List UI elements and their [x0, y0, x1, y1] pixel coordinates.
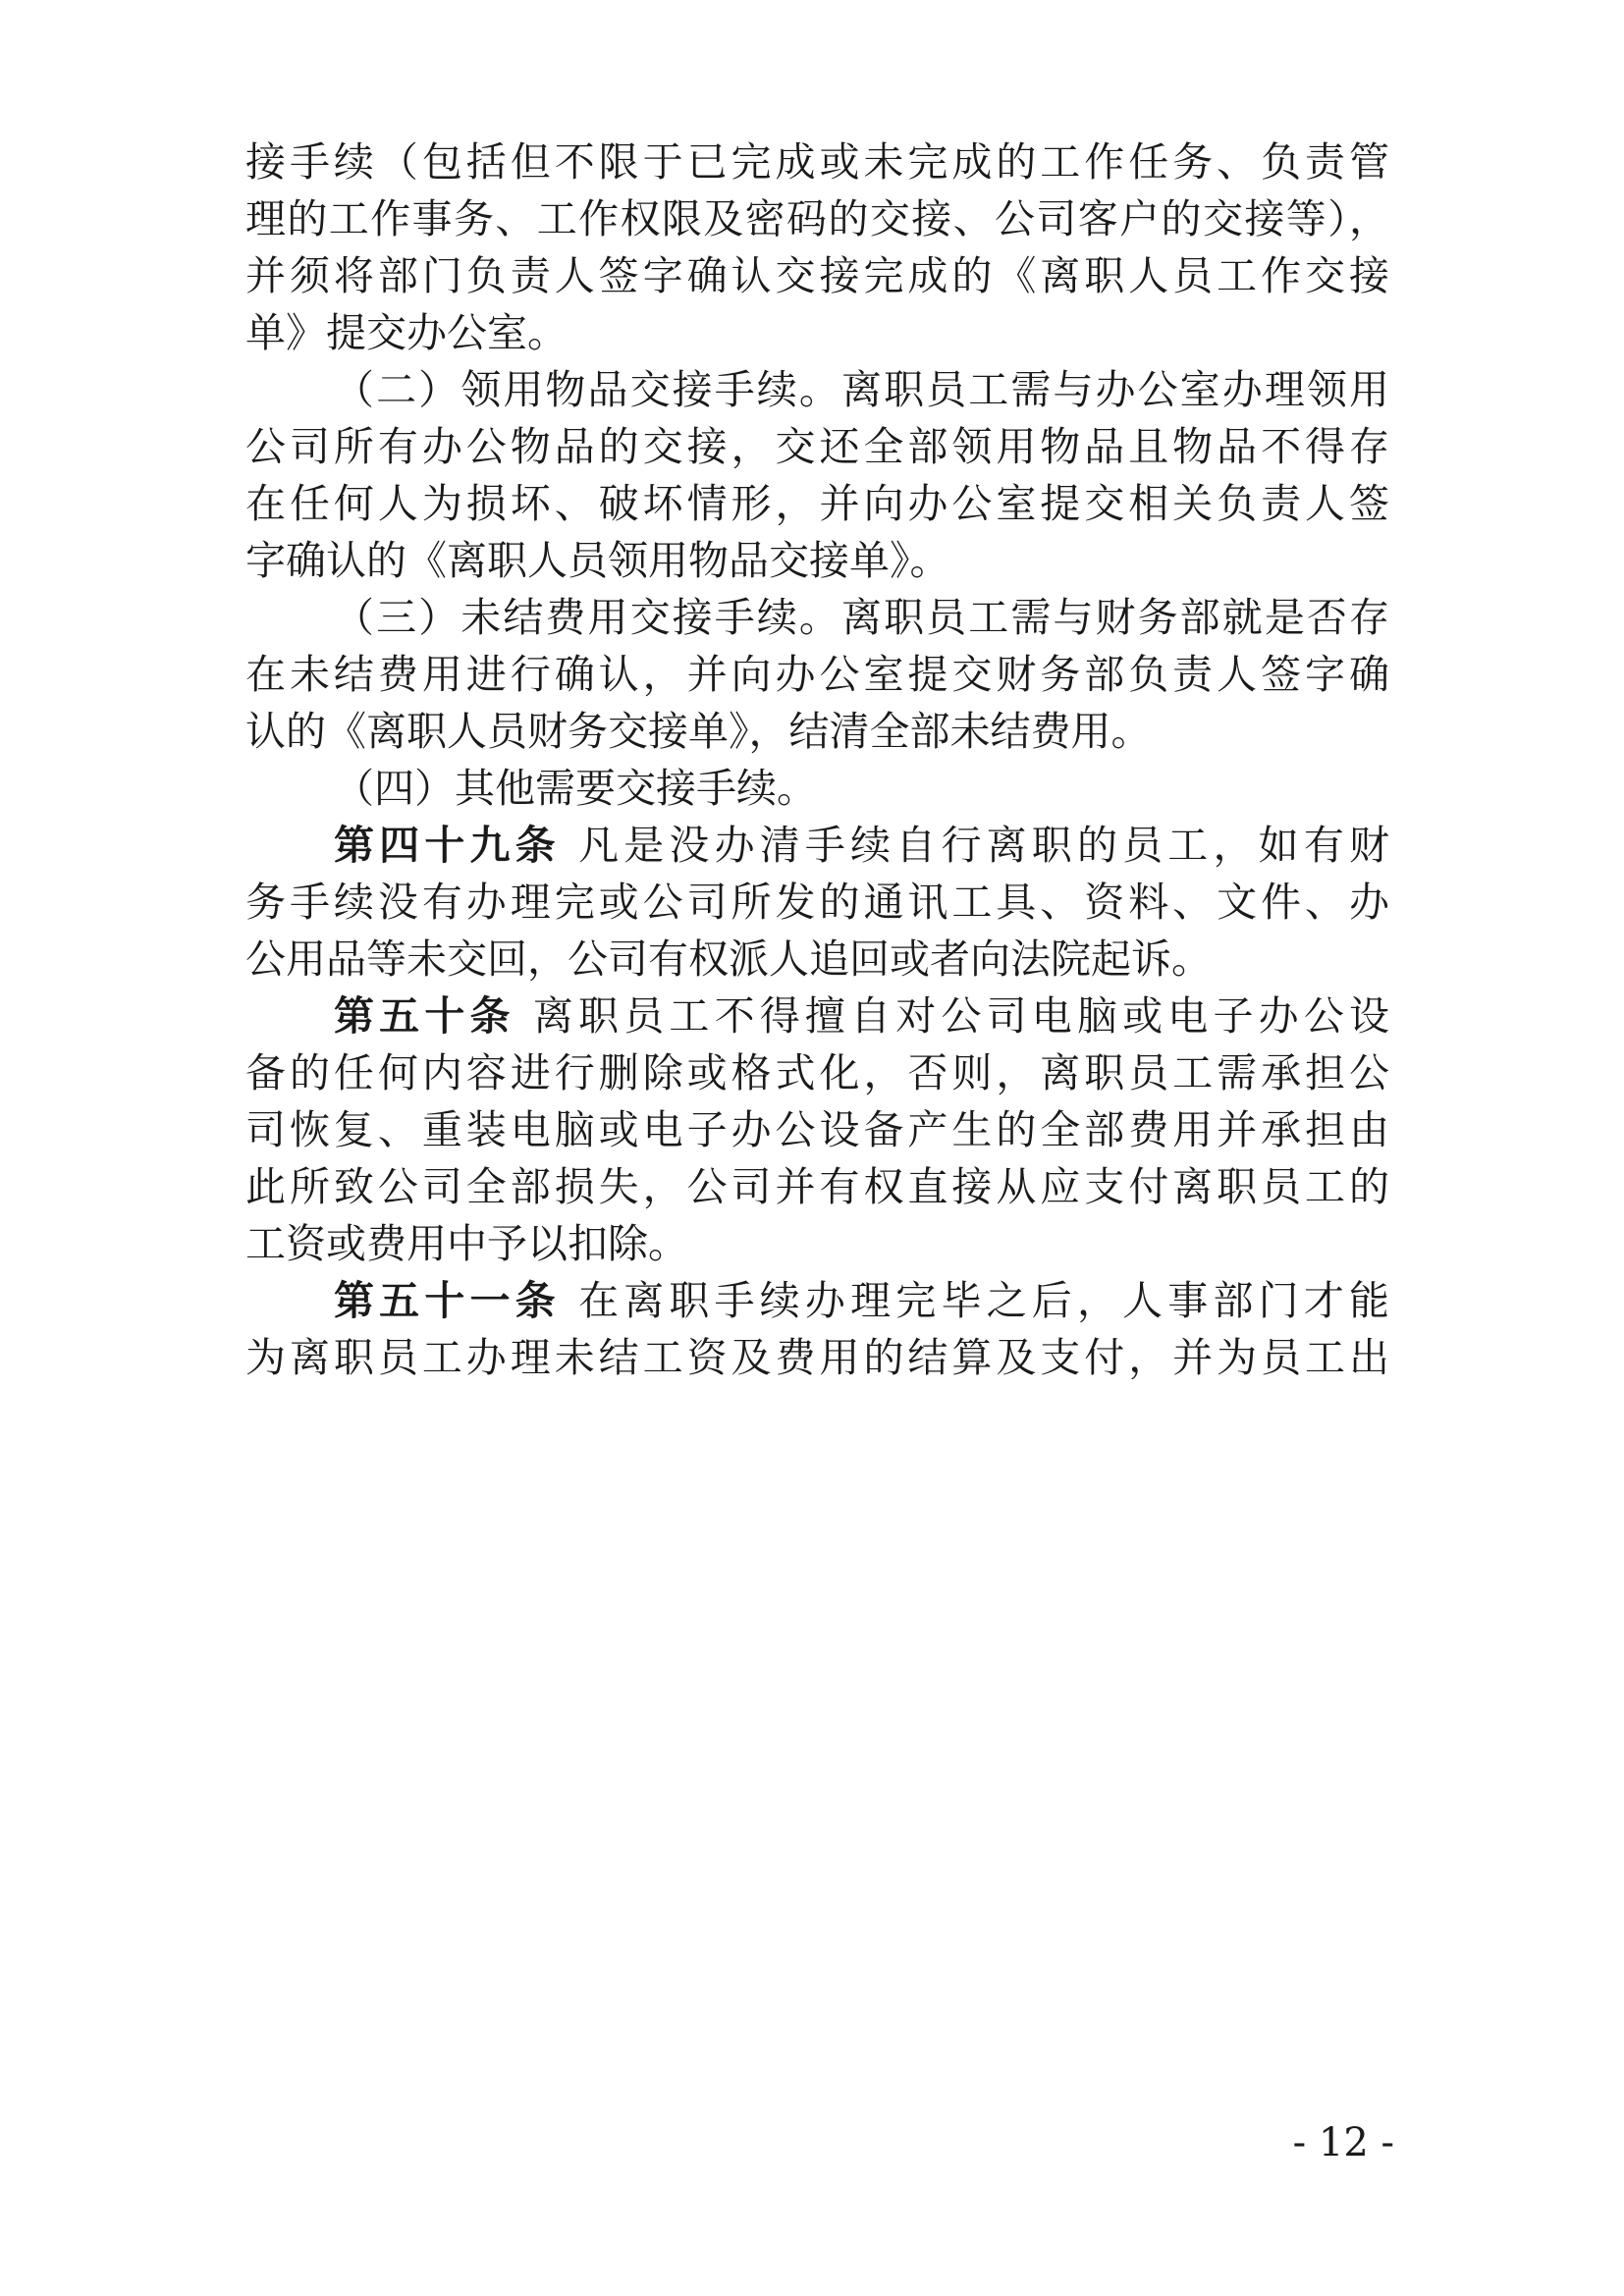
- body-line: 为离职员工办理未结工资及费用的结算及支付，并为员工出: [245, 1334, 1389, 1381]
- body-line: 务手续没有办理完或公司所发的通讯工具、资料、文件、办: [245, 879, 1389, 926]
- body-line: 在未结费用进行确认，并向办公室提交财务部负责人签字确: [245, 651, 1389, 698]
- article-text: 凡是没办清手续自行离职的员工，如有财: [578, 822, 1389, 869]
- page-number: - 12 -: [1292, 2120, 1394, 2165]
- article-line: [334, 1276, 1389, 1325]
- body-line: 接手续（包括但不限于已完成或未完成的工作任务、负责管: [245, 138, 1389, 186]
- body-line: （二）领用物品交接手续。离职员工需与办公室办理领用: [334, 366, 1389, 413]
- body-line: （四）其他需要交接手续。: [334, 765, 817, 812]
- body-line: 此所致公司全部损失，公司并有权直接从应支付离职员工的: [245, 1163, 1389, 1210]
- body-line: 司恢复、重装电脑或电子办公设备产生的全部费用并承担由: [245, 1106, 1389, 1153]
- body-line: 备的任何内容进行删除或格式化，否则，离职员工需承担公: [245, 1049, 1389, 1096]
- body-line: 理的工作事务、工作权限及密码的交接、公司客户的交接等），: [245, 195, 1389, 242]
- article-text: 离职员工不得擅自对公司电脑或电子办公设: [532, 992, 1389, 1040]
- article-line: [334, 991, 1389, 1041]
- body-line: 公司所有办公物品的交接，交还全部领用物品且物品不得存: [245, 423, 1389, 470]
- body-line: 字确认的《离职人员领用物品交接单》。: [245, 537, 950, 584]
- body-line: 公用品等未交回，公司有权派人追回或者向法院起诉。: [245, 935, 1212, 983]
- body-line: 在任何人为损坏、破坏情形，并向办公室提交相关负责人签: [245, 480, 1389, 527]
- article-heading: 第四十九条: [334, 822, 561, 869]
- body-line: 并须将部门负责人签字确认交接完成的《离职人员工作交接: [245, 252, 1389, 299]
- article-heading: 第五十一条: [334, 1277, 561, 1324]
- article-text: 在离职手续办理完毕之后，人事部门才能: [578, 1277, 1389, 1324]
- body-line: 认的《离职人员财务交接单》，结清全部未结费用。: [245, 708, 1152, 755]
- body-line: （三）未结费用交接手续。离职员工需与财务部就是否存: [334, 594, 1389, 641]
- body-line: 工资或费用中予以扣除。: [245, 1220, 688, 1267]
- article-line: [334, 821, 1389, 870]
- body-line: 单》提交办公室。: [245, 309, 568, 356]
- article-heading: 第五十条: [334, 992, 515, 1040]
